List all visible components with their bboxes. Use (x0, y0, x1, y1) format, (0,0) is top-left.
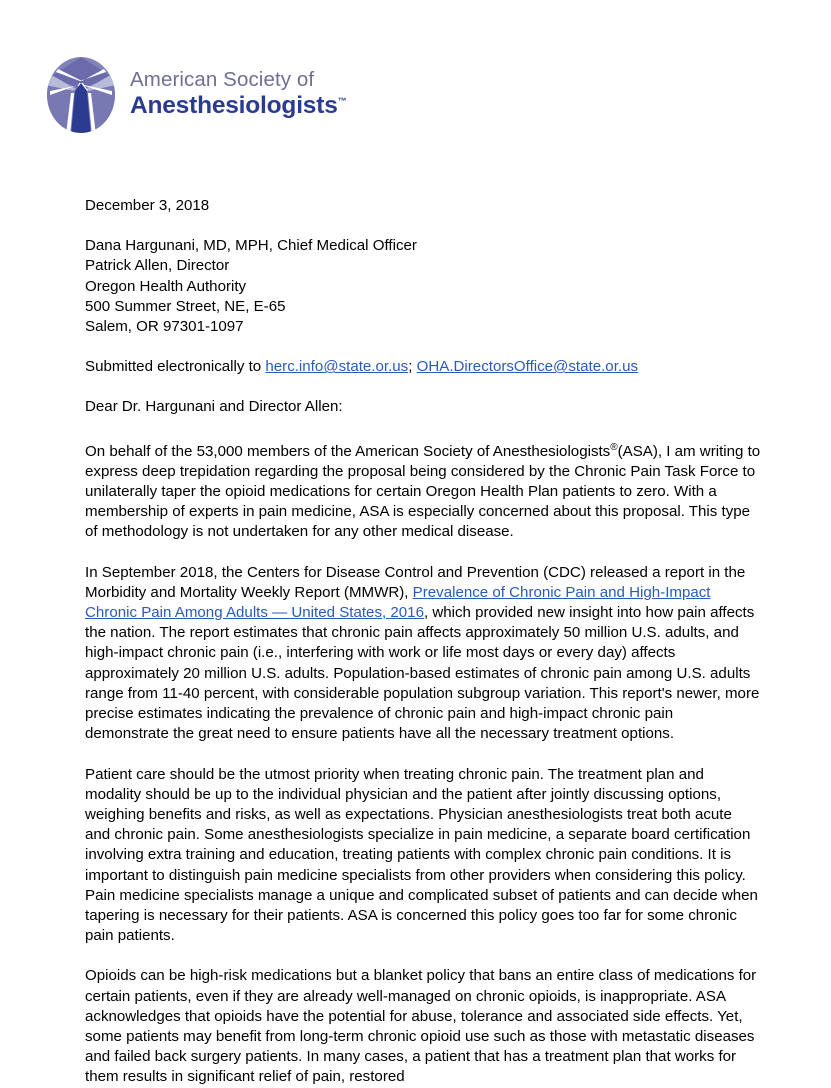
trademark-symbol: ™ (337, 95, 347, 106)
email-separator: ; (408, 358, 417, 376)
spacer (85, 745, 761, 765)
org-name-line2-text: Anesthesiologists (130, 91, 338, 119)
submission-line (85, 357, 761, 377)
org-wordmark (130, 70, 346, 120)
recipient-address-block (85, 236, 761, 337)
spacer (85, 216, 761, 236)
email-link-oha-directors[interactable]: OHA.DirectorsOffice@state.or.us (416, 358, 639, 376)
letter-body (85, 196, 761, 1088)
spacer (85, 418, 761, 438)
body-paragraph-1 (85, 438, 761, 543)
letter-date: December 3, 2018 (85, 197, 210, 214)
spacer (85, 377, 761, 397)
address-line: Dana Hargunani, MD, MPH, Chief Medical Officer (85, 237, 417, 255)
paragraph-2-part-2: , which provided new insight into how pain affects the nation. The report estimates that chronic pain affects approximately 50 million U.S. adults, and high-impact chronic pain (i.e., interfering with work or life most days or every day) affects approximately 20 million U.S. adults. Population-based estimates of chronic pain among U.S. adults range from 11-40 percent, with considerable population subgroup variation. This report's newer, more precise estimates indicating the prevalence of chronic pain and high-impact chronic pain demonstrate the great need to ensure patients have all the necessary treatment options. (85, 604, 760, 743)
asa-circular-radiating-logo (44, 55, 118, 135)
spacer (85, 946, 761, 966)
salutation: Dear Dr. Hargunani and Director Allen: (85, 398, 343, 416)
cdc-report-link[interactable]: Prevalence of Chronic Pain and High-Impact Chronic Pain Among Adults — United States, 2016 (85, 583, 711, 622)
email-link-herc[interactable]: herc.info@state.or.us (265, 358, 409, 376)
spacer (85, 543, 761, 563)
body-paragraph-2 (85, 563, 761, 745)
paragraph-1-part-2: (ASA), I am writing to express deep trepidation regarding the proposal being considered by the Chronic Pain Task Force to unilaterally taper the opioid medications for certain Oregon Health Plan patients to zero. With a membership of experts in pain medicine, ASA is especially concerned about this proposal. This type of methodology is not undertaken for any other medical disease. (85, 442, 761, 541)
paragraph-2-part-1: In September 2018, the Centers for Disease Control and Prevention (CDC) released a report in the Morbidity and Mortality Weekly Report (MMWR), (85, 563, 746, 601)
address-line: Oregon Health Authority (85, 277, 247, 295)
org-name-line2 (130, 91, 347, 119)
address-line: Patrick Allen, Director (85, 257, 230, 275)
submission-prefix: Submitted electronically to (85, 358, 266, 376)
registered-trademark-symbol: ® (610, 441, 618, 453)
address-line: 500 Summer Street, NE, E-65 (85, 297, 286, 315)
spacer (85, 337, 761, 357)
letterhead (44, 55, 346, 135)
body-paragraph-3: Patient care should be the utmost priority when treating chronic pain. The treatment plan and modality should be up to the individual physician and the patient after jointly discussing options, weighing benefits and risks, as well as expectations. Physician anesthesiologists treat both acute and chronic pain. Some anesthesiologists specialize in pain medicine, a separate board certification involving extra training and education, treating patients with complex chronic pain conditions. It is important to distinguish pain medicine specialists from other providers when considering this policy. Pain medicine specialists manage a unique and complicated subset of patients and can decide when tapering is necessary for their patients. ASA is concerned this policy goes too far for some chronic pain patients. (85, 765, 758, 945)
paragraph-1-part-1: On behalf of the 53,000 members of the American Society of Anesthesiologists (85, 442, 611, 460)
address-line: Salem, OR 97301-1097 (85, 318, 244, 336)
org-name-line1: American Society of (130, 68, 315, 91)
body-paragraph-4: Opioids can be high-risk medications but a blanket policy that bans an entire class of medications for certain patients, even if they are already well-managed on chronic opioids, is inappropriate. ASA acknowledges that opioids have the potential for abuse, tolerance and associated side effects. Yet, some patients may benefit from long-term chronic opioid use such as those with metastatic diseases and failed back surgery patients. In many cases, a patient that has a treatment plan that works for them results in significant relief of pain, restored (85, 967, 757, 1086)
